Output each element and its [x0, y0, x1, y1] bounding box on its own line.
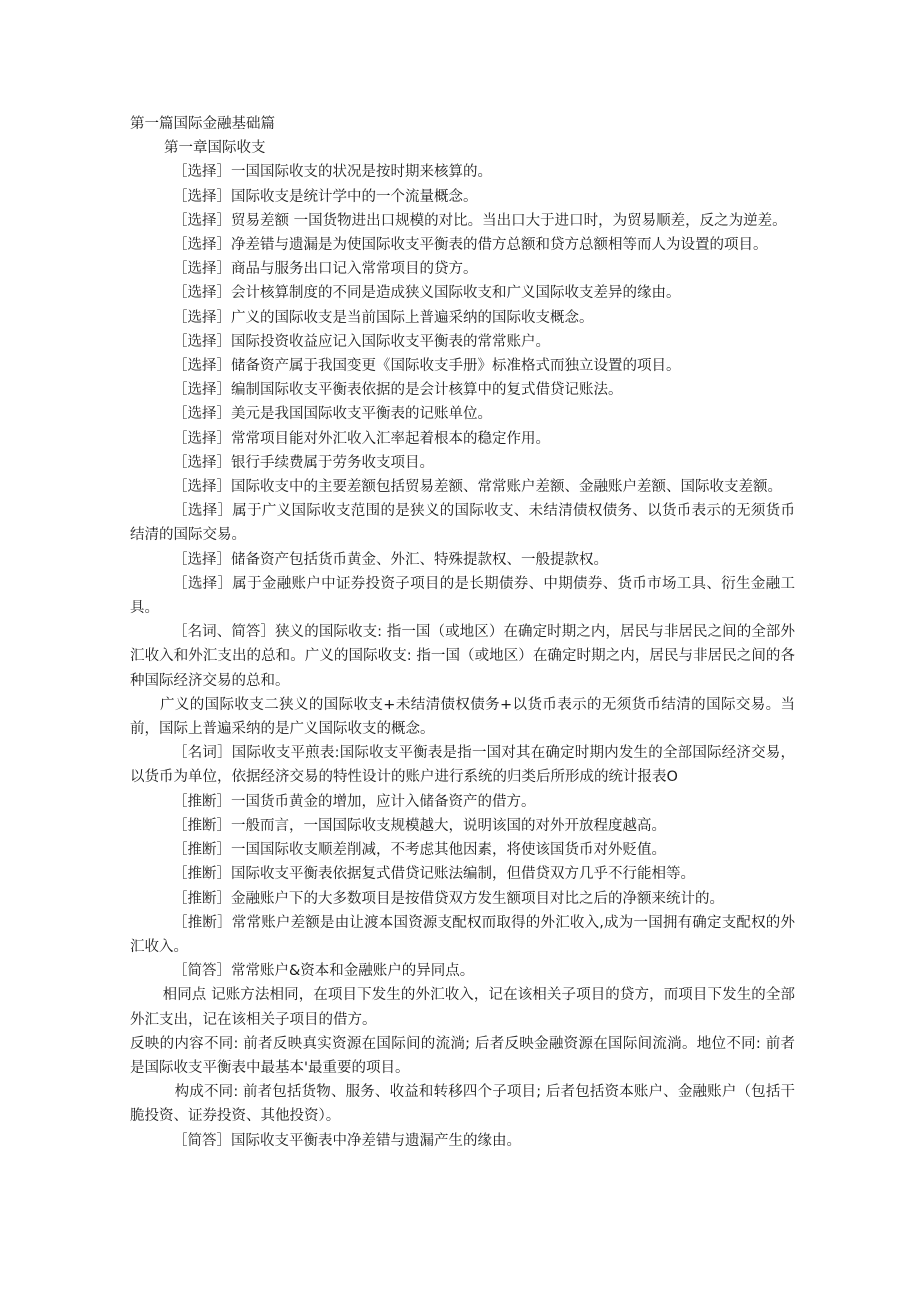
paragraph: ［选择］美元是我国国际收支平衡表的记账单位。	[173, 406, 492, 423]
paragraph: ［选择］银行手续费属于劳务收支项目。	[173, 454, 434, 471]
paragraph: ［名词、简答］狭义的国际收支: 指一国（或地区）在确定时期之内，居民与非居民之间的全部外汇收入和外汇支出的总和。广义的国际收支: 指一国（或地区）在确定时期之内，居民与非居民之间的各种国际经济交易的总和。	[130, 624, 795, 689]
paragraph: ［选择］国际收支是统计学中的一个流量概念。	[173, 188, 478, 205]
paragraph: ［选择］广义的国际收支是当前国际上普遍采纳的国际收支概念。	[173, 309, 594, 326]
part-title: 第一篇国际金融基础篇	[130, 116, 275, 132]
paragraph: ［选择］编制国际收支平衡表依据的是会计核算中的复式借贷记账法。	[173, 382, 623, 399]
paragraph: ［推断］常常账户差额是由让渡本国资源支配权而取得的外汇收入,成为一国拥有确定支配权的外汇收入。	[130, 914, 795, 955]
chapter-title: 第一章国际收支	[164, 140, 266, 157]
paragraph: ［简答］国际收支平衡表中净差错与遗漏产生的缘由。	[173, 1132, 521, 1149]
paragraph: ［选择］国际投资收益应记入国际收支平衡表的常常账户。	[173, 333, 550, 350]
paragraph: ［推断］一国国际收支顺差削减，不考虑其他因素，将使该国货币对外贬值。	[173, 842, 666, 859]
paragraph: 广义的国际收支二狭义的国际收支+未结清债权债务+以货币表示的无须货币结清的国际交易。当前，国际上普遍采纳的是广义国际收支的概念。	[130, 696, 795, 738]
paragraph: ［简答］常常账户&资本和金融账户的异同点。	[173, 963, 475, 980]
paragraph: ［选择］属于金融账户中证券投资子项目的是长期债券、中期债券、货币市场工具、衍生金融工具。	[130, 575, 795, 617]
paragraph: ［名词］国际收支平煎表:国际收支平衡表是指一国对其在确定时期内发生的全部国际经济交易，以货币为单位，依据经济交易的特性设计的账户进行系统的归类后所形成的统计报表O	[130, 745, 795, 786]
paragraph: ［选择］储备资产包括货币黄金、外汇、特殊提款权、一般提款权。	[173, 551, 608, 568]
paragraph: ［选择］常常项目能对外汇收入汇率起着根本的稳定作用。	[173, 430, 550, 447]
paragraph: ［选择］储备资产属于我国变更《国际收支手册》标准格式而独立设置的项目。	[173, 358, 681, 375]
paragraph: ［选择］会计核算制度的不同是造成狭义国际收支和广义国际收支差异的缘由。	[173, 285, 681, 302]
paragraph: ［选择］国际收支中的主要差额包括贸易差额、常常账户差额、金融账户差额、国际收支差额。	[173, 479, 782, 496]
paragraph: ［推断］一国货币黄金的增加，应计入储备资产的借方。	[173, 793, 536, 810]
paragraph: 反映的内容不同: 前者反映真实资源在国际间的流淌; 后者反映金融资源在国际间流淌。地位不同: 前者是国际收支平衡表中最基本'最重要的项目。	[130, 1035, 795, 1076]
paragraph: ［推断］金融账户下的大多数项目是按借贷双方发生额项目对比之后的净额来统计的。	[173, 890, 724, 907]
paragraph: ［推断］国际收支平衡表依据复式借贷记账法编制，但借贷双方几乎不行能相等。	[173, 866, 695, 883]
paragraph: ［选择］商品与服务出口记入常常项目的贷方。	[173, 261, 478, 278]
paragraph: ［选择］净差错与遗漏是为使国际收支平衡表的借方总额和贷方总额相等而人为设置的项目。	[173, 237, 768, 254]
paragraph: ［选择］贸易差额 一国货物进出口规模的对比。当出口大于进口时，为贸易顺差，反之为逆差。	[173, 212, 787, 229]
document-body	[130, 160, 795, 1152]
document-page	[130, 112, 795, 1153]
paragraph: ［推断］一般而言，一国国际收支规模越大，说明该国的对外开放程度越高。	[173, 817, 666, 834]
paragraph: 构成不同: 前者包括货物、服务、收益和转移四个子项目; 后者包括资本账户、金融账户（包括干脆投资、证券投资、其他投资）。	[130, 1084, 795, 1125]
paragraph: ［选择］一国国际收支的状况是按时期来核算的。	[173, 164, 492, 181]
paragraph: ［选择］属于广义国际收支范围的是狭义的国际收支、未结清债权债务、以货币表示的无须货币结清的国际交易。	[130, 503, 795, 544]
paragraph: 相同点 记账方法相同，在项目下发生的外汇收入，记在该相关子项目的贷方，而项目下发生的全部外汇支出，记在该相关子项目的借方。	[130, 987, 795, 1028]
